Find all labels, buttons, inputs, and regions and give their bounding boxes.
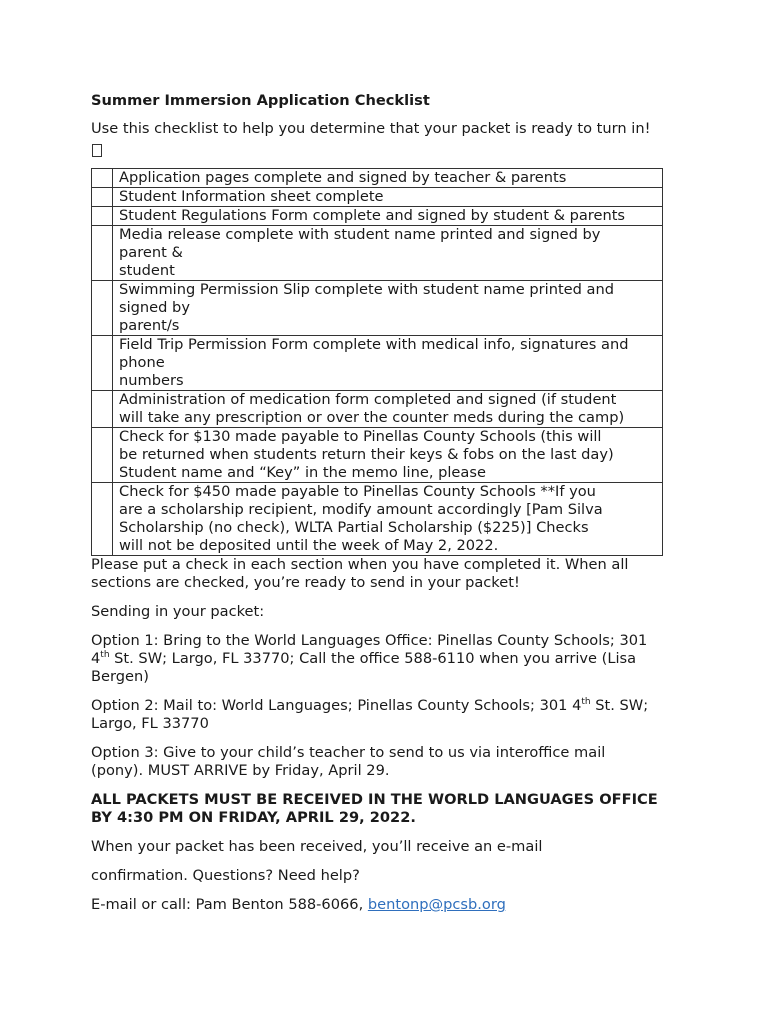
checkbox-cell[interactable] [92, 281, 113, 336]
sending-heading: Sending in your packet: [91, 603, 265, 620]
option-1 [91, 632, 691, 686]
checklist-item-text [113, 281, 663, 336]
instruction-line-1: Please put a check in each section when you have completed it. When all [91, 556, 629, 573]
checklist-item-line: parent & [119, 244, 183, 261]
checklist-item-line: Administration of medication form completed and signed (if student [119, 391, 617, 408]
option-2 [91, 697, 691, 733]
checklist-item-line: Media release complete with student name printed and signed by [119, 226, 601, 243]
checklist-item-text [113, 336, 663, 391]
checkbox-cell[interactable] [92, 169, 113, 188]
checklist-item-text [113, 169, 663, 188]
checklist-item-line: Field Trip Permission Form complete with medical info, signatures and [119, 336, 629, 353]
option-2-line-2: Largo, FL 33770 [91, 715, 209, 732]
deadline-line-1: ALL PACKETS MUST BE RECEIVED IN THE WORLD LANGUAGES OFFICE [91, 791, 658, 808]
intro-text: Use this checklist to help you determine that your packet is ready to turn in! [91, 120, 651, 137]
checklist-row [92, 336, 663, 391]
contact-line: E-mail or call: Pam Benton 588-6066, bentonp@pcsb.org [91, 896, 506, 913]
received-line: When your packet has been received, you’ll receive an e-mail [91, 838, 543, 855]
instruction-line-2: sections are checked, you’re ready to send in your packet! [91, 574, 520, 591]
option-3 [91, 744, 691, 780]
document-title: Summer Immersion Application Checklist [91, 92, 430, 109]
checklist-item-line: Swimming Permission Slip complete with student name printed and [119, 281, 615, 298]
checklist-table [91, 168, 663, 556]
option-3-line-2: (pony). MUST ARRIVE by Friday, April 29. [91, 762, 390, 779]
checklist-item-text [113, 483, 663, 556]
checkbox-cell[interactable] [92, 391, 113, 428]
checklist-item-line: be returned when students return their keys & fobs on the last day) [119, 446, 614, 463]
checklist-item-line: Scholarship (no check), WLTA Partial Scholarship ($225)] Checks [119, 519, 589, 536]
checklist-item-text [113, 207, 663, 226]
checklist-item-line: Check for $450 made payable to Pinellas County Schools **If you [119, 483, 596, 500]
checklist-item-line: will take any prescription or over the counter meds during the camp) [119, 409, 625, 426]
checklist-item-line: Student Information sheet complete [119, 188, 384, 205]
checkbox-cell[interactable] [92, 336, 113, 391]
checkbox-cell[interactable] [92, 188, 113, 207]
checkbox-cell[interactable] [92, 207, 113, 226]
checkbox-cell[interactable] [92, 428, 113, 483]
email-link[interactable]: bentonp@pcsb.org [367, 896, 506, 913]
missing-glyph-icon [92, 144, 102, 157]
checklist-item-text [113, 226, 663, 281]
deadline-line-2: BY 4:30 PM ON FRIDAY, APRIL 29, 2022. [91, 809, 416, 826]
checklist-row [92, 483, 663, 556]
checklist-row [92, 188, 663, 207]
checklist-item-line: Student Regulations Form complete and signed by student & parents [119, 207, 626, 224]
confirmation-line: confirmation. Questions? Need help? [91, 867, 360, 884]
document-page [91, 92, 691, 914]
option-1-line-3: Bergen) [91, 668, 149, 685]
checklist-item-line: signed by [119, 299, 190, 316]
checklist-row [92, 207, 663, 226]
checklist-item-text [113, 391, 663, 428]
deadline-notice [91, 791, 691, 827]
checklist-row [92, 391, 663, 428]
checklist-row [92, 169, 663, 188]
option-2-line-1: Option 2: Mail to: World Languages; Pinellas County Schools; 301 4th St. SW; [91, 697, 649, 714]
checklist-item-line: Check for $130 made payable to Pinellas County Schools (this will [119, 428, 602, 445]
checklist-item-text [113, 188, 663, 207]
checklist-item-line: Student name and “Key” in the memo line, please [119, 464, 486, 481]
checklist-row [92, 281, 663, 336]
option-1-line-1: Option 1: Bring to the World Languages Office: Pinellas County Schools; 301 [91, 632, 648, 649]
option-1-line-2: 4th St. SW; Largo, FL 33770; Call the office 588-6110 when you arrive (Lisa [91, 650, 637, 667]
checklist-item-line: numbers [119, 372, 184, 389]
checklist-row [92, 226, 663, 281]
checklist-item-line: parent/s [119, 317, 180, 334]
checkbox-cell[interactable] [92, 226, 113, 281]
checklist-item-text [113, 428, 663, 483]
option-3-line-1: Option 3: Give to your child’s teacher to send to us via interoffice mail [91, 744, 606, 761]
checklist-item-line: will not be deposited until the week of May 2, 2022. [119, 537, 499, 554]
checklist-item-line: Application pages complete and signed by teacher & parents [119, 169, 567, 186]
checkbox-cell[interactable] [92, 483, 113, 556]
checklist-item-line: are a scholarship recipient, modify amount accordingly [Pam Silva [119, 501, 603, 518]
checklist-item-line: student [119, 262, 175, 279]
checklist-row [92, 428, 663, 483]
checklist-item-line: phone [119, 354, 165, 371]
